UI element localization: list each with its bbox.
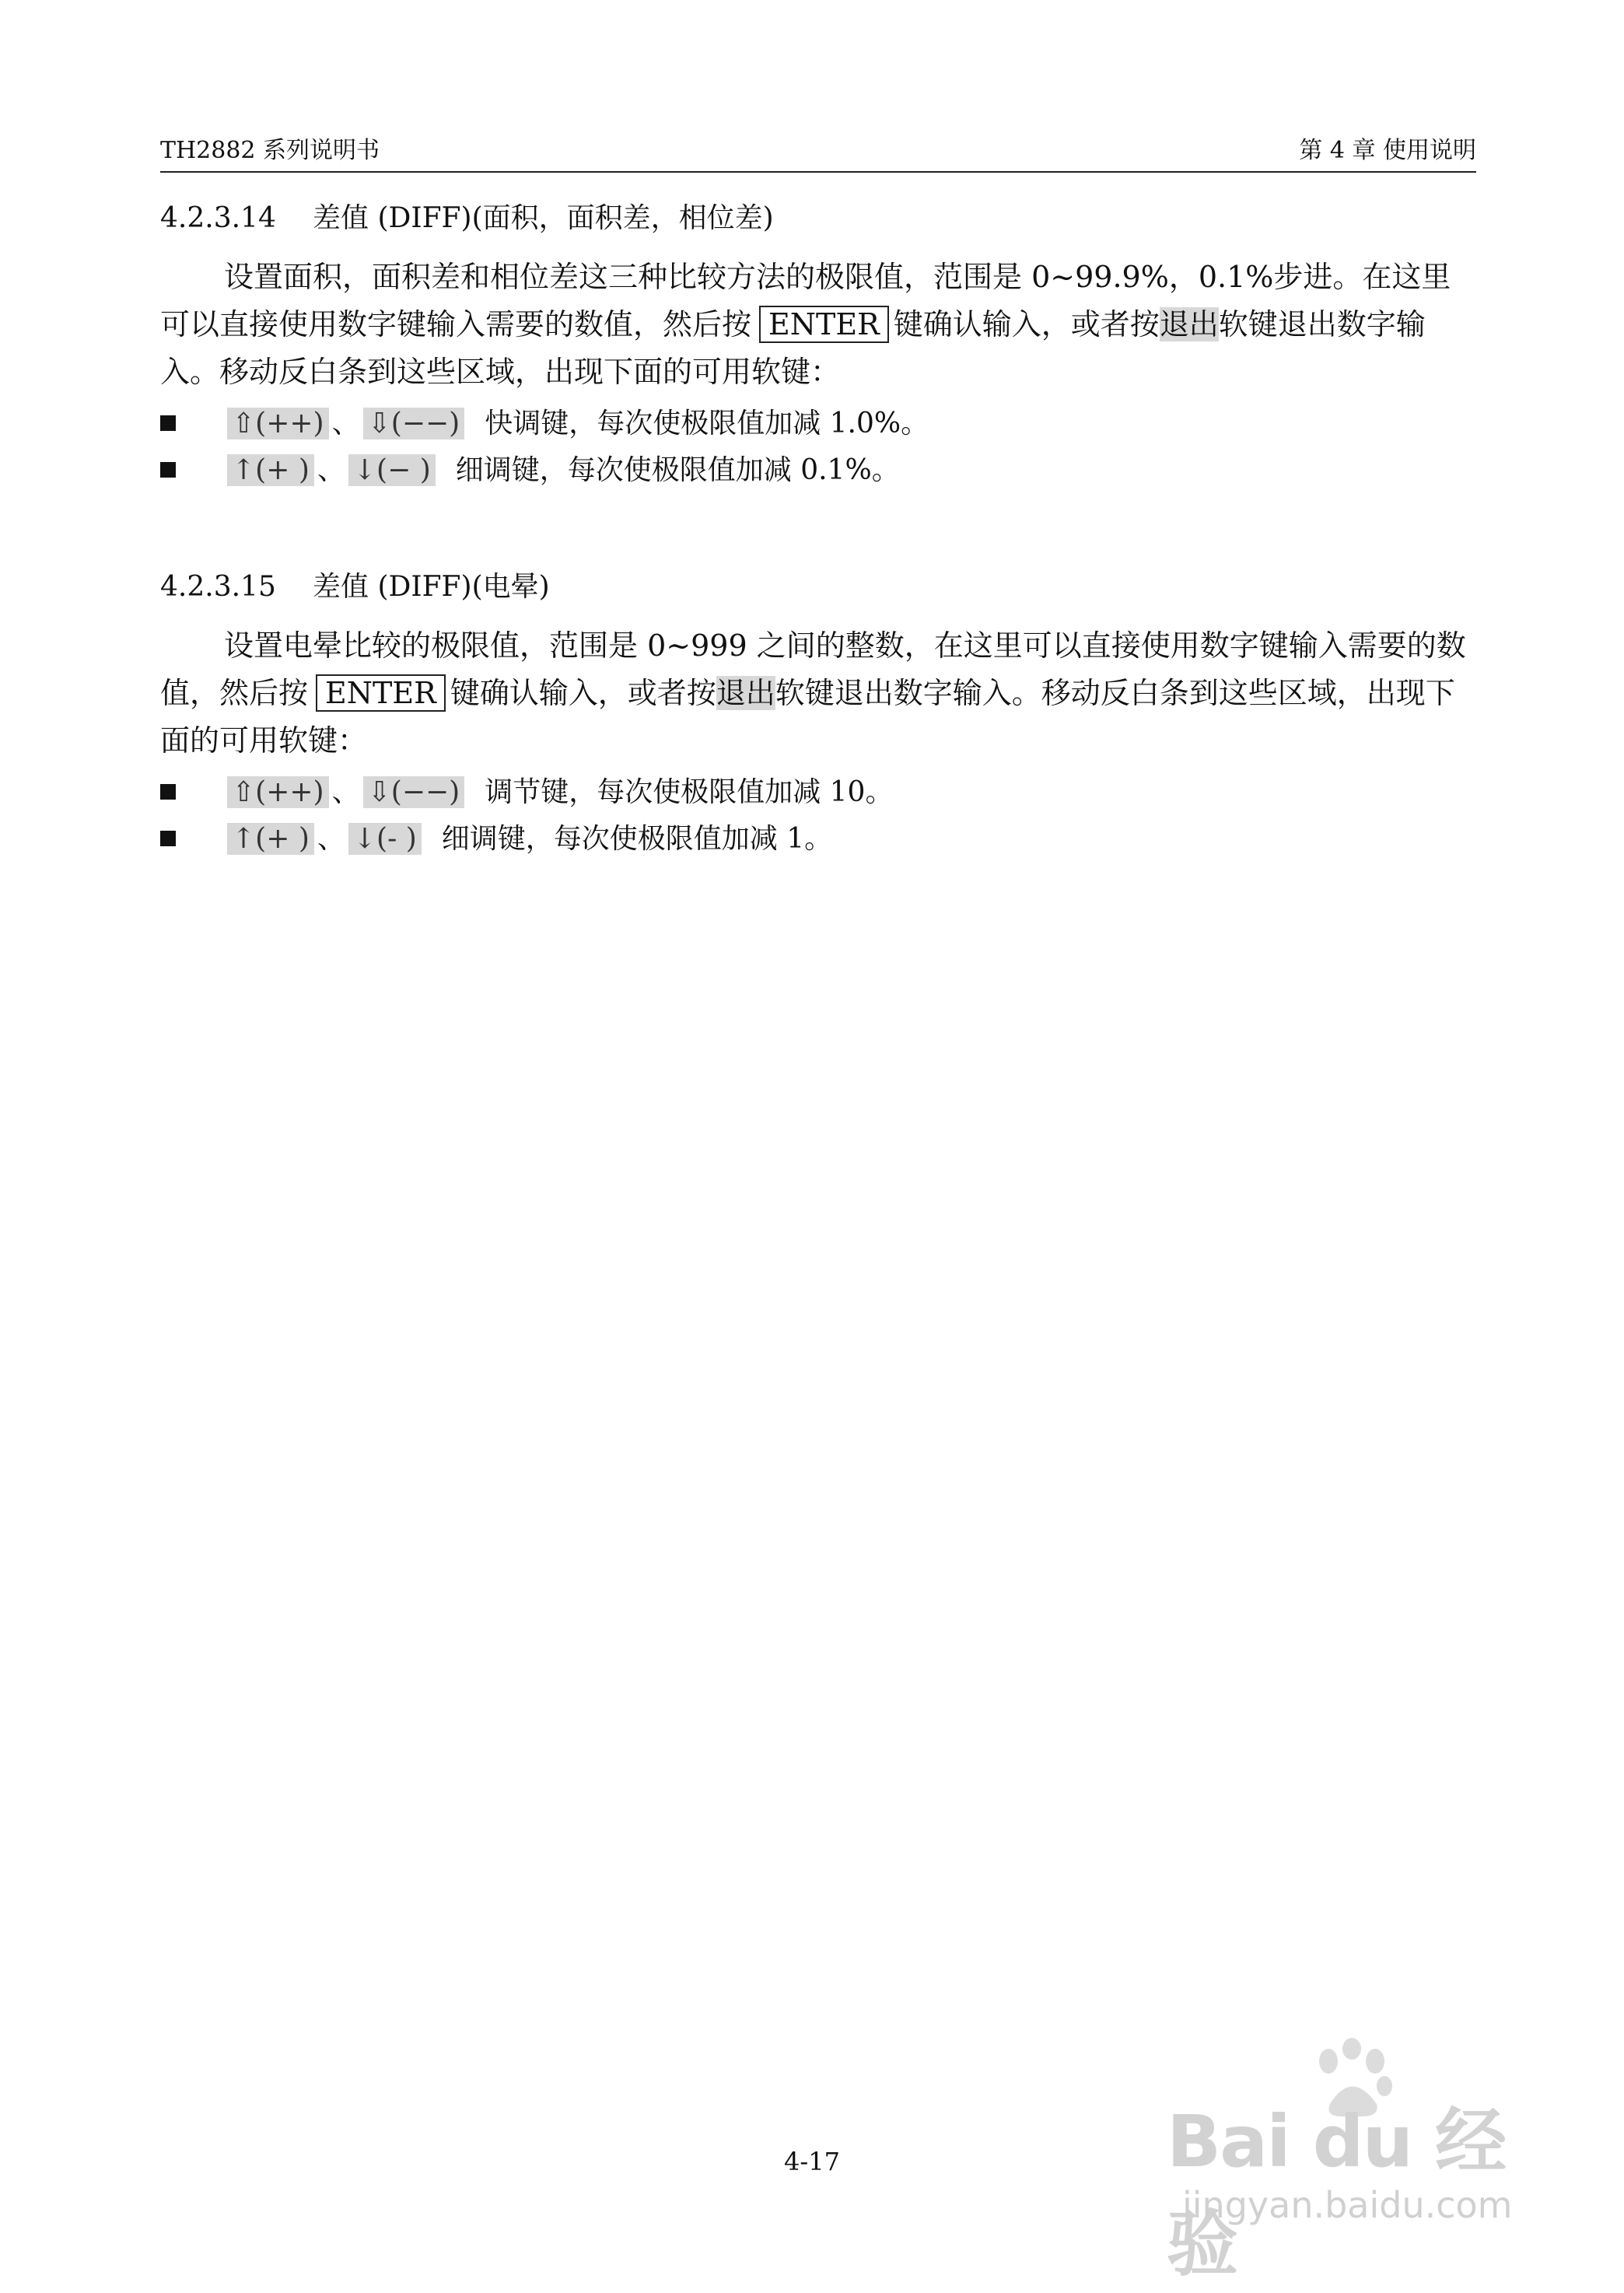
exit-softkey-label: 退出 — [1159, 307, 1219, 341]
exit-softkey-label: 退出 — [716, 676, 775, 710]
section-heading — [160, 565, 550, 604]
bullet-item: ⇧(++) 、 ⇩(−−) 快调键，每次使极限值加减 1.0%。 — [160, 404, 929, 443]
softkey-fast-up: ⇧(++) — [227, 776, 329, 808]
paragraph-text: 键确认输入，或者按 — [450, 676, 716, 710]
section-paragraph — [160, 254, 1476, 396]
paragraph-text: 软键退出数字输入。移动反白条到这些区域，出现下面的可用软键： — [160, 307, 1426, 389]
softkey-fast-up: ⇧(++) — [227, 408, 329, 439]
watermark-url: jingyan.baidu.com — [1182, 2184, 1513, 2226]
softkey-fine-up: ↑(+ ) — [227, 454, 314, 486]
section-paragraph — [160, 622, 1476, 765]
section-title: 差值 (DIFF)(面积，面积差，相位差) — [313, 202, 774, 234]
bullet-item: ⇧(++) 、 ⇩(−−) 调节键，每次使极限值加减 10。 — [160, 773, 893, 812]
bullet-square-icon — [160, 462, 176, 478]
softkey-fine-down: ↓(- ) — [348, 823, 422, 855]
bullet-square-icon — [160, 831, 176, 846]
softkey-fine-down: ↓(− ) — [348, 454, 436, 486]
paragraph-text: 软键退出数字输入。移动反白条到这些区域，出现下面的可用软键： — [160, 676, 1455, 758]
section-title: 差值 (DIFF)(电晕) — [313, 571, 550, 603]
softkey-fast-down: ⇩(−−) — [363, 408, 465, 439]
bullet-description: 快调键，每次使极限值加减 1.0%。 — [485, 408, 929, 439]
page-number: 4-17 — [784, 2147, 840, 2176]
bullet-description: 细调键，每次使极限值加减 0.1%。 — [455, 454, 900, 486]
section-heading — [160, 196, 774, 236]
bullet-square-icon — [160, 415, 176, 431]
bullet-description: 调节键，每次使极限值加减 10。 — [485, 776, 894, 808]
paragraph-text: 键确认输入，或者按 — [893, 307, 1160, 341]
watermark-brand: Bai du 经验 — [1167, 2100, 1506, 2286]
baidu-watermark — [1167, 2038, 1540, 2286]
section-number: 4.2.3.14 — [160, 202, 276, 234]
softkey-fast-down: ⇩(−−) — [363, 776, 465, 808]
header-doc-title: TH2882 系列说明书 — [160, 137, 380, 164]
bullet-item: ↑(+ ) 、 ↓(− ) 细调键，每次使极限值加减 0.1%。 — [160, 451, 900, 490]
enter-key-label: ENTER — [759, 306, 889, 343]
enter-key-label: ENTER — [316, 674, 446, 712]
bullet-square-icon — [160, 784, 176, 800]
paragraph-text: 设置电晕比较的极限值，范围是 0~999 之间的整数，在这里可以直接使用数字键输入需要的数值，然后按 — [160, 628, 1466, 710]
header-chapter: 第 4 章 使用说明 — [1299, 137, 1476, 164]
header-rule — [160, 171, 1476, 173]
paragraph-text: 设置面积，面积差和相位差这三种比较方法的极限值，范围是 0~99.9%，0.1%步进。在这里可以直接使用数字键输入需要的数值，然后按 — [160, 260, 1451, 341]
bullet-description: 细调键，每次使极限值加减 1。 — [441, 823, 833, 855]
bullet-item: ↑(+ ) 、 ↓(- ) 细调键，每次使极限值加减 1。 — [160, 820, 832, 859]
softkey-fine-up: ↑(+ ) — [227, 823, 314, 855]
section-number: 4.2.3.15 — [160, 571, 276, 603]
